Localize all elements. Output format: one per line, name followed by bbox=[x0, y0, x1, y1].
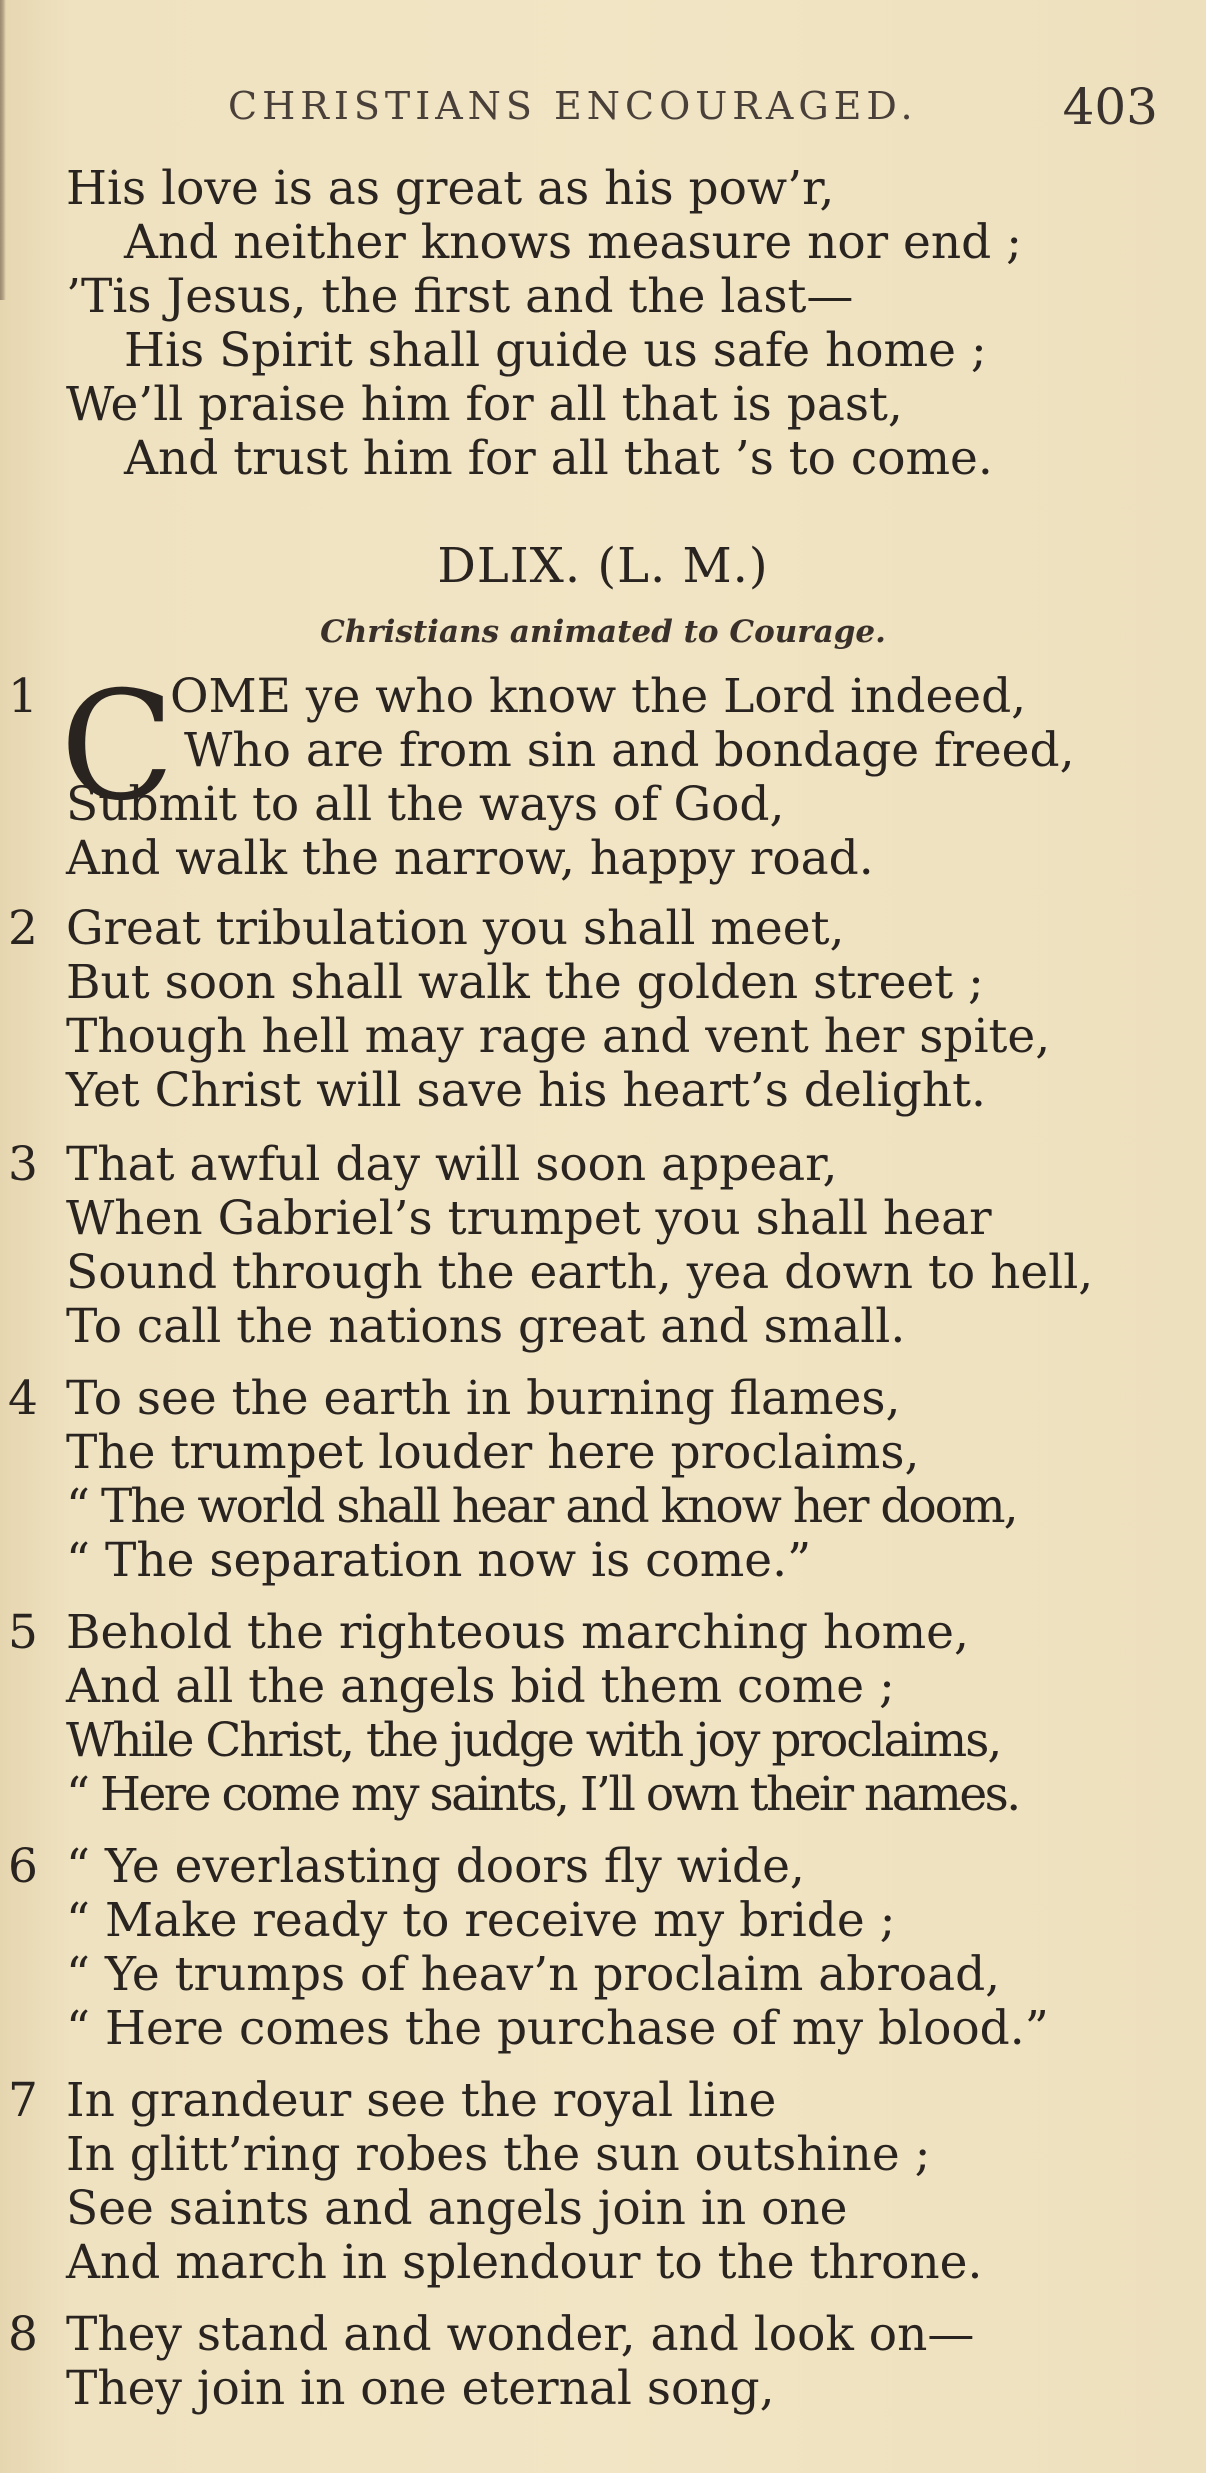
drop-cap: C bbox=[60, 660, 175, 834]
stanza-number: 7 bbox=[8, 2073, 38, 2128]
verse-line: OME ye who know the Lord indeed, bbox=[170, 669, 1027, 724]
verse-line: “ Ye trumps of heav’n proclaim abroad, bbox=[66, 1947, 1001, 2002]
verse-line: “ The separation now is come.” bbox=[66, 1533, 812, 1588]
stanza-number: 6 bbox=[8, 1839, 38, 1894]
verse-line: But soon shall walk the golden street ; bbox=[66, 955, 984, 1010]
running-title: CHRISTIANS ENCOURAGED. bbox=[228, 84, 918, 128]
verse-line: “ The world shall hear and know her doom, bbox=[66, 1479, 1017, 1534]
running-header bbox=[0, 78, 1206, 138]
verse-line: In glitt’ring robes the sun outshine ; bbox=[66, 2127, 931, 2182]
verse-line: His Spirit shall guide us safe home ; bbox=[124, 323, 987, 378]
verse-line: In grandeur see the royal line bbox=[66, 2073, 777, 2128]
stanza-number: 3 bbox=[8, 1137, 38, 1192]
page-gutter bbox=[0, 0, 22, 300]
page-number: 403 bbox=[1062, 78, 1158, 136]
verse-line: When Gabriel’s trumpet you shall hear bbox=[66, 1191, 992, 1246]
stanza-number: 4 bbox=[8, 1371, 38, 1426]
verse-line: Who are from sin and bondage freed, bbox=[184, 723, 1075, 778]
verse-line: The trumpet louder here proclaims, bbox=[66, 1425, 920, 1480]
verse-line: And march in splendour to the throne. bbox=[66, 2235, 983, 2290]
stanza-number: 8 bbox=[8, 2307, 38, 2362]
verse-line: “ Make ready to receive my bride ; bbox=[66, 1893, 896, 1948]
verse-line: Submit to all the ways of God, bbox=[66, 777, 785, 832]
verse-line: And all the angels bid them come ; bbox=[66, 1659, 895, 1714]
verse-line: We’ll praise him for all that is past, bbox=[66, 377, 903, 432]
verse-line: ’Tis Jesus, the first and the last— bbox=[66, 269, 854, 324]
verse-line: Sound through the earth, yea down to hell, bbox=[66, 1245, 1094, 1300]
verse-line: Behold the righteous marching home, bbox=[66, 1605, 969, 1660]
verse-line: “ Here come my saints, I’ll own their names. bbox=[66, 1767, 1019, 1822]
verse-line: Though hell may rage and vent her spite, bbox=[66, 1009, 1051, 1064]
verse-line: While Christ, the judge with joy proclaims, bbox=[66, 1713, 1001, 1768]
hymn-title: DLIX. (L. M.) bbox=[437, 538, 769, 594]
stanza-number: 2 bbox=[8, 901, 38, 956]
hymn-subtitle: Christians animated to Courage. bbox=[320, 614, 886, 650]
verse-line: “ Ye everlasting doors fly wide, bbox=[66, 1839, 805, 1894]
verse-line: And walk the narrow, happy road. bbox=[66, 831, 874, 886]
stanza-number: 1 bbox=[8, 669, 38, 724]
stanza-number: 5 bbox=[8, 1605, 38, 1660]
verse-line: See saints and angels join in one bbox=[66, 2181, 848, 2236]
verse-line: To call the nations great and small. bbox=[66, 1299, 906, 1354]
verse-line: They stand and wonder, and look on— bbox=[66, 2307, 975, 2362]
verse-line: His love is as great as his pow’r, bbox=[66, 161, 835, 216]
verse-line: And neither knows measure nor end ; bbox=[124, 215, 1023, 270]
verse-line: To see the earth in burning flames, bbox=[66, 1371, 901, 1426]
verse-line: Great tribulation you shall meet, bbox=[66, 901, 845, 956]
verse-line: That awful day will soon appear, bbox=[66, 1137, 838, 1192]
verse-line: And trust him for all that ’s to come. bbox=[124, 431, 993, 486]
verse-line: “ Here comes the purchase of my blood.” bbox=[66, 2001, 1049, 2056]
verse-line: Yet Christ will save his heart’s delight. bbox=[66, 1063, 986, 1118]
verse-line: They join in one eternal song, bbox=[66, 2361, 775, 2416]
